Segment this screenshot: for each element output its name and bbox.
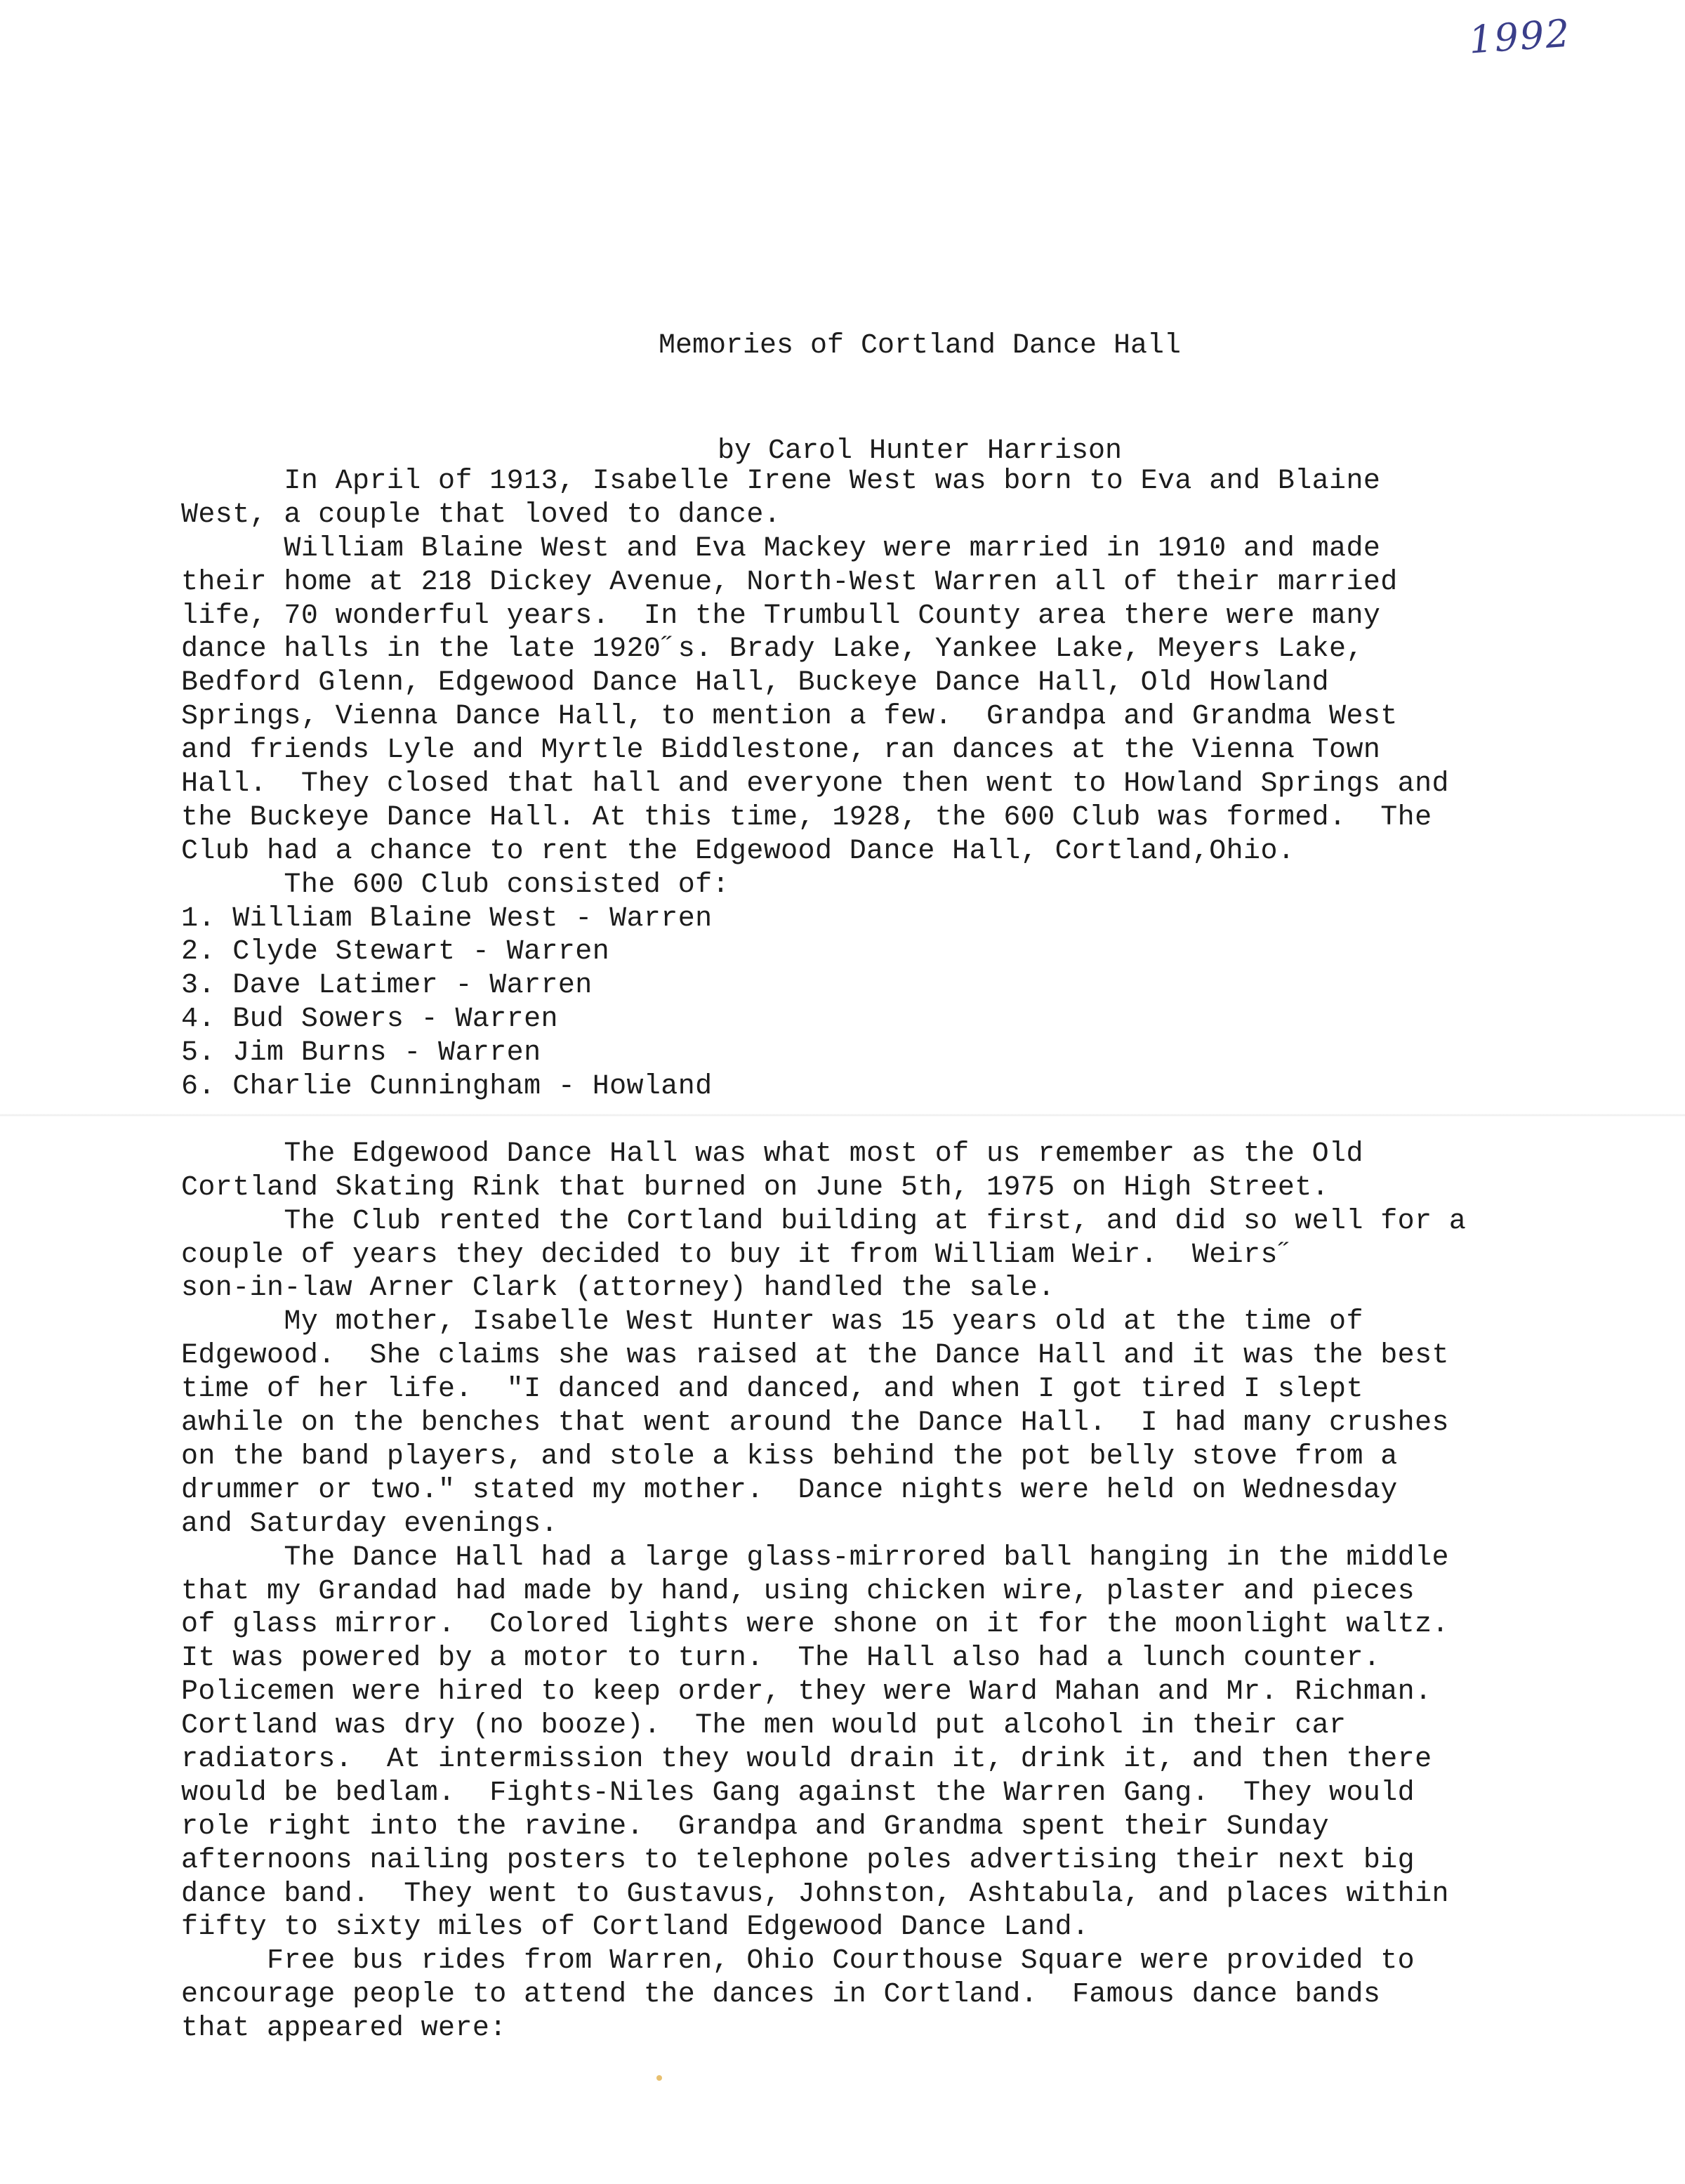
- text-line: afternoons nailing posters to telephone poles advertising their next big: [181, 1844, 1415, 1876]
- handwritten-year: 1992: [1467, 11, 1573, 63]
- text-line: their home at 218 Dickey Avenue, North-West Warren all of their married: [181, 566, 1398, 598]
- text-line: 5. Jim Burns - Warren: [181, 1037, 541, 1070]
- text-line: William Blaine West and Eva Mackey were married in 1910 and made: [181, 532, 1381, 565]
- text-line: The Edgewood Dance Hall was what most of us remember as the Old: [181, 1138, 1363, 1170]
- body-text: [181, 465, 1684, 2046]
- section-gap: [181, 1104, 1684, 1138]
- text-line: Cortland was dry (no booze). The men would put alcohol in their car: [181, 1710, 1347, 1742]
- text-line: dance halls in the late 1920˝s. Brady Lake, Yankee Lake, Meyers Lake,: [181, 633, 1363, 666]
- text-line: couple of years they decided to buy it from William Weir. Weirs˝: [181, 1239, 1295, 1271]
- body-section-2: [181, 1138, 1684, 2046]
- text-line: radiators. At intermission they would drain it, drink it, and then there: [181, 1743, 1432, 1775]
- text-line: In April of 1913, Isabelle Irene West was born to Eva and Blaine: [181, 466, 1381, 497]
- text-line: the Buckeye Dance Hall. At this time, 1928, the 600 Club was formed. The: [181, 801, 1432, 834]
- text-line: My mother, Isabelle West Hunter was 15 years old at the time of: [181, 1306, 1363, 1338]
- text-line: son-in-law Arner Clark (attorney) handled the sale.: [181, 1272, 1055, 1305]
- text-line: would be bedlam. Fights-Niles Gang against the Warren Gang. They would: [181, 1777, 1415, 1809]
- paper-speck: [656, 2075, 662, 2081]
- text-line: West, a couple that loved to dance.: [181, 499, 781, 531]
- text-line: 1. William Blaine West - Warren: [181, 902, 713, 935]
- text-line: fifty to sixty miles of Cortland Edgewood Dance Land.: [181, 1912, 1090, 1944]
- text-line: role right into the ravine. Grandpa and Grandma spent their Sunday: [181, 1810, 1330, 1843]
- text-line: and Saturday evenings.: [181, 1508, 558, 1540]
- text-line: Free bus rides from Warren, Ohio Courthouse Square were provided to: [181, 1945, 1415, 1978]
- text-line: The 600 Club consisted of:: [181, 869, 729, 901]
- text-line: The Club rented the Cortland building at first, and did so well for a: [181, 1205, 1467, 1237]
- text-line: Bedford Glenn, Edgewood Dance Hall, Buckeye Dance Hall, Old Howland: [181, 667, 1330, 699]
- text-line: 3. Dave Latimer - Warren: [181, 970, 593, 1002]
- text-line: and friends Lyle and Myrtle Biddlestone, ran dances at the Vienna Town: [181, 735, 1381, 767]
- text-line: Club had a chance to rent the Edgewood Dance Hall, Cortland,Ohio.: [181, 835, 1295, 867]
- text-line: that my Grandad had made by hand, using chicken wire, plaster and pieces: [181, 1575, 1415, 1607]
- text-line: awhile on the benches that went around the Dance Hall. I had many crushes: [181, 1407, 1449, 1440]
- document-byline: by Carol Hunter Harrison: [717, 435, 1123, 467]
- text-line: Springs, Vienna Dance Hall, to mention a few. Grandpa and Grandma West: [181, 701, 1398, 733]
- document-title: Memories of Cortland Dance Hall: [658, 330, 1182, 362]
- text-line: drummer or two." stated my mother. Dance nights were held on Wednesday: [181, 1474, 1398, 1506]
- text-line: 4. Bud Sowers - Warren: [181, 1004, 558, 1036]
- text-line: life, 70 wonderful years. In the Trumbull County area there were many: [181, 600, 1381, 632]
- text-line: Hall. They closed that hall and everyone then went to Howland Springs and: [181, 768, 1449, 801]
- text-line: that appeared were:: [181, 2013, 507, 2045]
- text-line: on the band players, and stole a kiss behind the pot belly stove from a: [181, 1440, 1398, 1473]
- text-line: encourage people to attend the dances in Cortland. Famous dance bands: [181, 1979, 1381, 2011]
- text-line: The Dance Hall had a large glass-mirrored ball hanging in the middle: [181, 1541, 1449, 1574]
- text-line: Edgewood. She claims she was raised at the Dance Hall and it was the best: [181, 1340, 1449, 1372]
- text-line: It was powered by a motor to turn. The Hall also had a lunch counter.: [181, 1643, 1381, 1675]
- text-line: Policemen were hired to keep order, they were Ward Mahan and Mr. Richman.: [181, 1676, 1432, 1709]
- text-line: time of her life. "I danced and danced, and when I got tired I slept: [181, 1374, 1363, 1406]
- text-line: Cortland Skating Rink that burned on June 5th, 1975 on High Street.: [181, 1171, 1330, 1204]
- text-line: 6. Charlie Cunningham - Howland: [181, 1071, 713, 1103]
- text-line: of glass mirror. Colored lights were shone on it for the moonlight waltz.: [181, 1609, 1449, 1641]
- text-line: dance band. They went to Gustavus, Johnston, Ashtabula, and places within: [181, 1878, 1449, 1910]
- body-section-1: [181, 465, 1684, 1104]
- text-line: 2. Clyde Stewart - Warren: [181, 936, 610, 968]
